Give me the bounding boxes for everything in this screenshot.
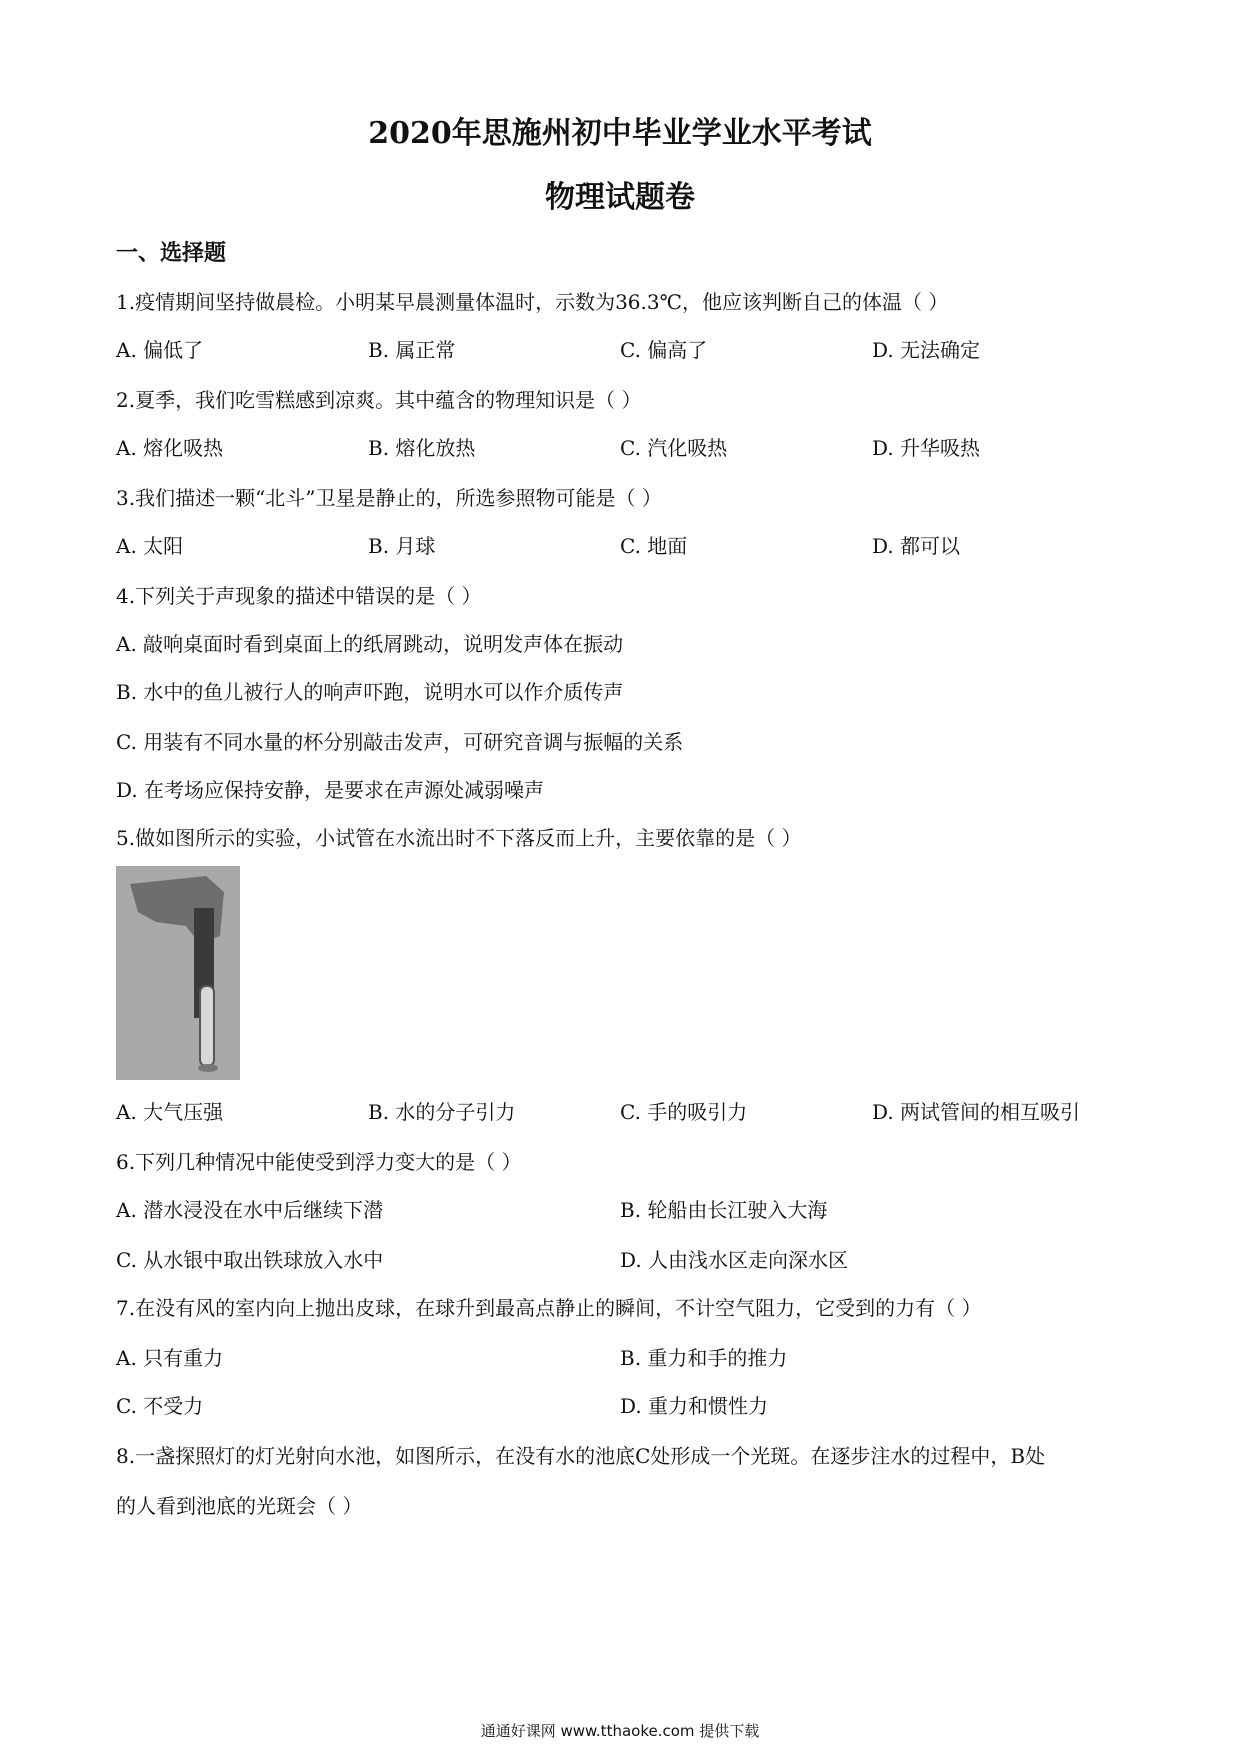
exam-subtitle: 物理试题卷	[545, 180, 695, 215]
question-4-option-c: C. 用装有不同水量的杯分别敲击发声，可研究音调与振幅的关系	[116, 730, 684, 754]
question-5-option-a: A. 大气压强	[116, 1100, 224, 1124]
question-3-stem: 3.我们描述一颗“北斗”卫星是静止的，所选参照物可能是（ ）	[116, 486, 662, 510]
question-5-stem: 5.做如图所示的实验，小试管在水流出时不下落反而上升，主要依靠的是（ ）	[116, 826, 802, 850]
question-1-option-a: A. 偏低了	[116, 338, 204, 362]
question-4-stem: 4.下列关于声现象的描述中错误的是（ ）	[116, 584, 482, 608]
question-3-option-d: D. 都可以	[872, 534, 961, 558]
page-footer: 通通好课网 www.tthaoke.com 提供下载	[480, 1722, 760, 1740]
test-tube-illustration	[116, 866, 240, 1080]
question-3-option-a: A. 太阳	[116, 534, 184, 558]
section-title: 一、选择题	[116, 240, 227, 266]
question-6-option-d: D. 人由浅水区走向深水区	[620, 1248, 849, 1272]
question-1-option-c: C. 偏高了	[620, 338, 708, 362]
question-1-option-b: B. 属正常	[368, 338, 456, 362]
question-2-option-d: D. 升华吸热	[872, 436, 981, 460]
question-2-option-b: B. 熔化放热	[368, 436, 476, 460]
question-6-option-a: A. 潜水浸没在水中后继续下潜	[116, 1198, 384, 1222]
question-4-option-b: B. 水中的鱼儿被行人的响声吓跑，说明水可以作介质传声	[116, 680, 624, 704]
question-3-option-b: B. 月球	[368, 534, 436, 558]
question-3-option-c: C. 地面	[620, 534, 688, 558]
question-7-option-d: D. 重力和惯性力	[620, 1394, 769, 1418]
question-1-stem: 1.疫情期间坚持做晨检。小明某早晨测量体温时，示数为36.3℃，他应该判断自己的体温（ ）	[116, 290, 949, 314]
question-4-option-d: D. 在考场应保持安静，是要求在声源处减弱噪声	[116, 778, 545, 802]
exam-title: 2020年思施州初中毕业学业水平考试	[368, 116, 872, 151]
question-6-option-b: B. 轮船由长江驶入大海	[620, 1198, 828, 1222]
question-7-option-b: B. 重力和手的推力	[620, 1346, 788, 1370]
question-6-stem: 6.下列几种情况中能使受到浮力变大的是（ ）	[116, 1150, 522, 1174]
question-6-option-c: C. 从水银中取出铁球放入水中	[116, 1248, 384, 1272]
question-2-stem: 2.夏季，我们吃雪糕感到凉爽。其中蕴含的物理知识是（ ）	[116, 388, 642, 412]
question-7-option-c: C. 不受力	[116, 1394, 204, 1418]
question-7-stem: 7.在没有风的室内向上抛出皮球，在球升到最高点静止的瞬间，不计空气阻力，它受到的力有（ ）	[116, 1296, 982, 1320]
question-8-stem-line-2: 的人看到池底的光斑会（ ）	[116, 1494, 363, 1518]
question-4-option-a: A. 敲响桌面时看到桌面上的纸屑跳动，说明发声体在振动	[116, 632, 624, 656]
question-8-stem-line-1: 8.一盏探照灯的灯光射向水池，如图所示，在没有水的池底C处形成一个光斑。在逐步注水的过程中，B处	[116, 1444, 1046, 1468]
test-tube-experiment-figure	[116, 866, 240, 1080]
question-2-option-a: A. 熔化吸热	[116, 436, 224, 460]
question-2-option-c: C. 汽化吸热	[620, 436, 728, 460]
question-5-option-c: C. 手的吸引力	[620, 1100, 748, 1124]
question-1-option-d: D. 无法确定	[872, 338, 981, 362]
question-7-option-a: A. 只有重力	[116, 1346, 224, 1370]
question-5-option-d: D. 两试管间的相互吸引	[872, 1100, 1081, 1124]
question-5-option-b: B. 水的分子引力	[368, 1100, 516, 1124]
